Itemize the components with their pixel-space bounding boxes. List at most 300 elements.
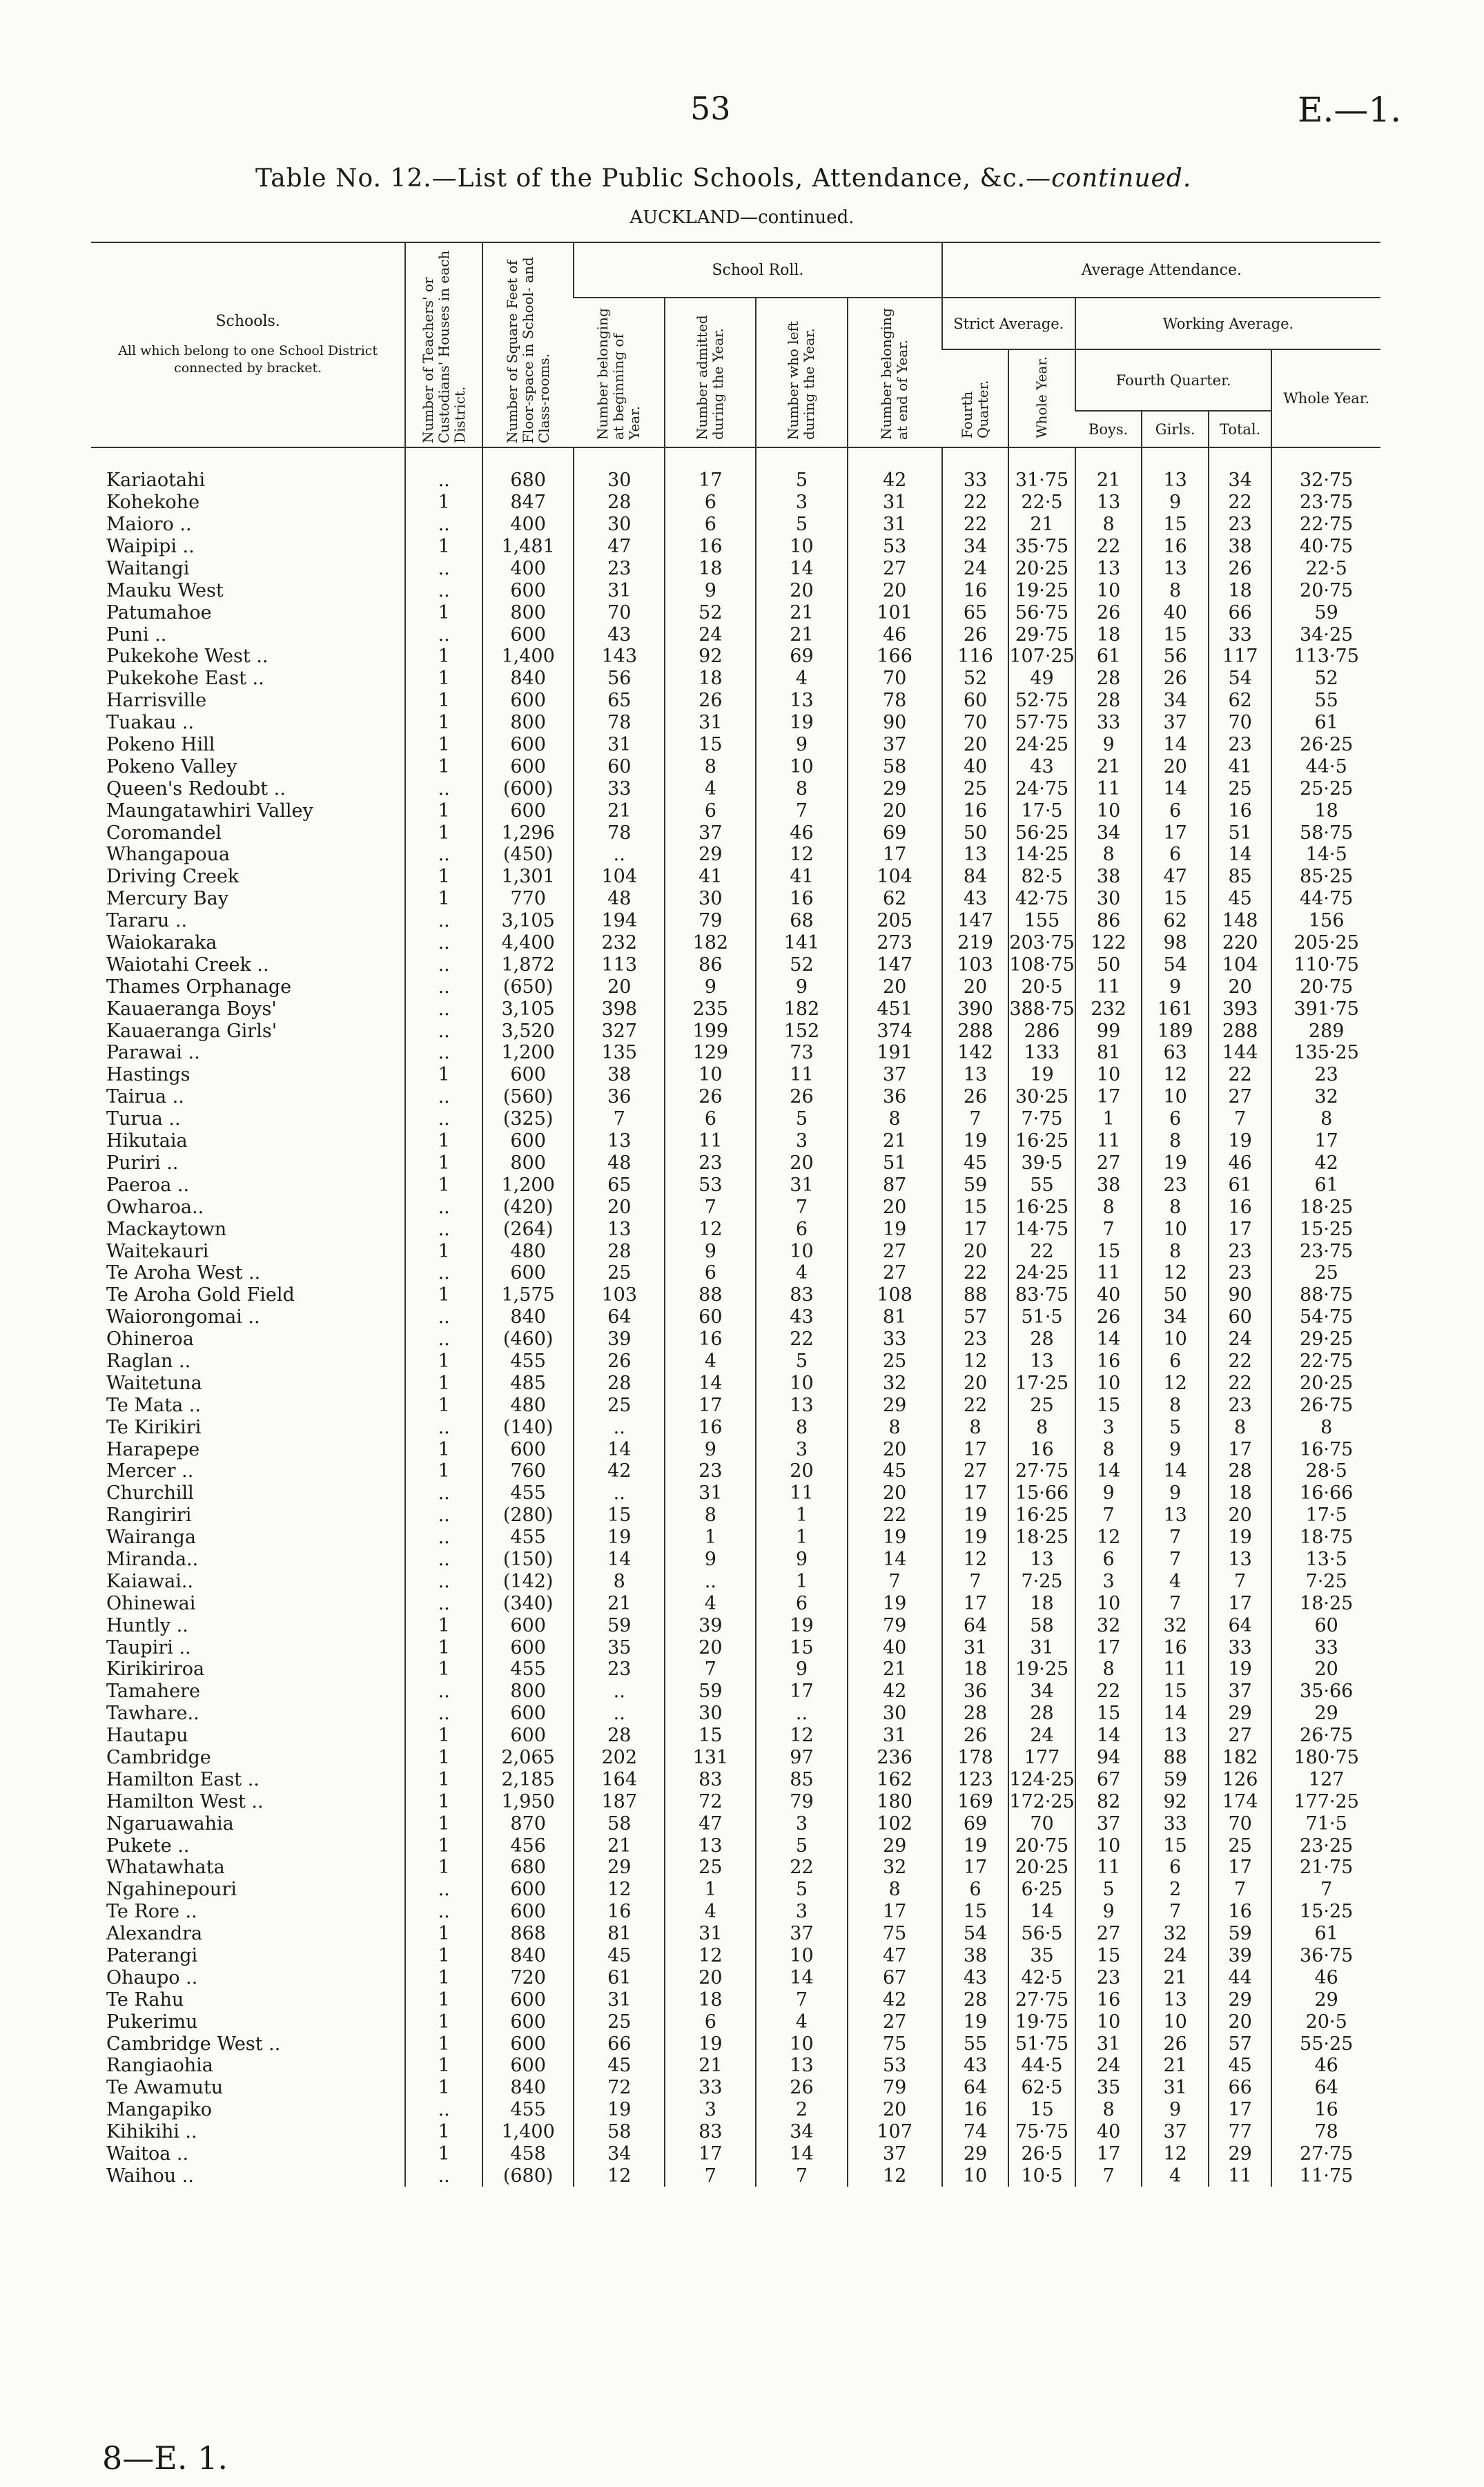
strict-fourth-quarter-cell: 65 xyxy=(942,601,1009,623)
boys-cell: 21 xyxy=(1075,755,1142,777)
strict-fourth-quarter-cell: 219 xyxy=(942,932,1009,954)
whole-year-cell: 18·25 xyxy=(1271,1592,1380,1614)
total-cell: 23 xyxy=(1209,1262,1271,1284)
floor-space-cell: 600 xyxy=(482,734,574,756)
floor-space-cell: 600 xyxy=(482,623,574,646)
roll-end-cell: 27 xyxy=(848,557,942,579)
whole-year-cell: 44·75 xyxy=(1271,888,1380,910)
school-name-cell xyxy=(91,1284,405,1306)
roll-end-cell: 51 xyxy=(848,1152,942,1174)
table-row xyxy=(91,646,1380,668)
boys-cell: 3 xyxy=(1075,1416,1142,1438)
roll-begin-cell: 20 xyxy=(574,976,665,998)
roll-begin-cell: 232 xyxy=(574,932,665,954)
roll-admitted-cell: 9 xyxy=(665,1438,756,1460)
table-row xyxy=(91,1460,1380,1482)
roll-left-cell: 37 xyxy=(756,1923,847,1945)
strict-fourth-quarter-cell: 12 xyxy=(942,1351,1009,1373)
boys-cell: 10 xyxy=(1075,2011,1142,2033)
school-name-cell xyxy=(91,954,405,976)
roll-begin-cell: 78 xyxy=(574,712,665,734)
roll-left-cell: 3 xyxy=(756,1438,847,1460)
whole-year-cell: 13·5 xyxy=(1271,1549,1380,1571)
floor-space-cell: 600 xyxy=(482,690,574,712)
strict-fourth-quarter-cell: 8 xyxy=(942,1416,1009,1438)
roll-admitted-cell: 17 xyxy=(665,1394,756,1416)
strict-whole-year-cell: 286 xyxy=(1008,1020,1075,1042)
roll-admitted-cell: 53 xyxy=(665,1174,756,1196)
teachers-houses-cell: 1 xyxy=(405,712,482,734)
total-cell: 39 xyxy=(1209,1945,1271,1967)
roll-begin-cell: 34 xyxy=(574,2143,665,2165)
school-name-cell xyxy=(91,932,405,954)
girls-cell: 8 xyxy=(1142,1196,1209,1218)
school-name-cell xyxy=(91,601,405,623)
roll-left-cell: 2 xyxy=(756,2099,847,2121)
boys-cell: 31 xyxy=(1075,2033,1142,2055)
total-cell: 25 xyxy=(1209,1835,1271,1857)
schools-header xyxy=(91,242,405,447)
strict-fourth-quarter-cell: 13 xyxy=(942,844,1009,866)
total-cell: 20 xyxy=(1209,976,1271,998)
teachers-houses-cell: .. xyxy=(405,976,482,998)
roll-begin-cell: 33 xyxy=(574,777,665,800)
strict-whole-year-cell: 16 xyxy=(1008,1438,1075,1460)
girls-cell: 6 xyxy=(1142,844,1209,866)
girls-cell: 23 xyxy=(1142,1174,1209,1196)
whole-year-header: Whole Year. xyxy=(1271,349,1380,447)
whole-year-cell: 46 xyxy=(1271,2055,1380,2077)
strict-fourth-quarter-cell: 7 xyxy=(942,1108,1009,1130)
school-name-cell xyxy=(91,1328,405,1351)
roll-left-label: Number who left during the Year. xyxy=(785,321,818,440)
roll-end-cell: 166 xyxy=(848,646,942,668)
girls-cell: 6 xyxy=(1142,800,1209,822)
roll-left-cell: 21 xyxy=(756,601,847,623)
total-cell: 64 xyxy=(1209,1614,1271,1636)
total-cell: 57 xyxy=(1209,2033,1271,2055)
school-name-cell xyxy=(91,1570,405,1592)
roll-left-cell: 9 xyxy=(756,1658,847,1681)
school-name-cell xyxy=(91,1064,405,1086)
total-cell: 70 xyxy=(1209,1812,1271,1835)
school-name: Cambridge xyxy=(106,1746,211,1768)
roll-left-cell: 20 xyxy=(756,1152,847,1174)
roll-admitted-cell: 6 xyxy=(665,492,756,514)
strict-fourth-quarter-cell: 20 xyxy=(942,976,1009,998)
boys-cell: 61 xyxy=(1075,646,1142,668)
roll-begin-cell: 35 xyxy=(574,1636,665,1658)
roll-begin-cell: 31 xyxy=(574,734,665,756)
total-cell: 85 xyxy=(1209,866,1271,888)
school-name-cell xyxy=(91,1549,405,1571)
roll-admitted-cell: 31 xyxy=(665,1482,756,1504)
teachers-houses-cell: 1 xyxy=(405,755,482,777)
total-cell: 46 xyxy=(1209,1152,1271,1174)
roll-admitted-cell: 11 xyxy=(665,1130,756,1152)
roll-end-cell: 69 xyxy=(848,822,942,844)
whole-year-cell: 205·25 xyxy=(1271,932,1380,954)
roll-admitted-cell: 47 xyxy=(665,1812,756,1835)
table-row xyxy=(91,514,1380,536)
school-name: Mackaytown xyxy=(106,1218,227,1240)
total-cell: 29 xyxy=(1209,1703,1271,1725)
roll-end-cell: 102 xyxy=(848,1812,942,1835)
strict-whole-year-cell: 24 xyxy=(1008,1725,1075,1747)
roll-end-cell: 27 xyxy=(848,1262,942,1284)
roll-begin-cell: 66 xyxy=(574,2033,665,2055)
girls-cell: 13 xyxy=(1142,1504,1209,1527)
roll-begin-cell: 65 xyxy=(574,1174,665,1196)
total-cell: 16 xyxy=(1209,1196,1271,1218)
school-name: Hamilton West .. xyxy=(106,1790,264,1812)
roll-begin-cell: 14 xyxy=(574,1549,665,1571)
school-name-cell xyxy=(91,1240,405,1262)
total-cell: 288 xyxy=(1209,1020,1271,1042)
boys-cell: 8 xyxy=(1075,514,1142,536)
school-name-cell xyxy=(91,1966,405,1988)
roll-left-cell: 1 xyxy=(756,1527,847,1549)
strict-fourth-quarter-cell: 10 xyxy=(942,2165,1009,2187)
teachers-houses-cell: .. xyxy=(405,1549,482,1571)
strict-whole-year-cell: 20·75 xyxy=(1008,1835,1075,1857)
strict-fourth-quarter-cell: 116 xyxy=(942,646,1009,668)
roll-end-cell: 108 xyxy=(848,1284,942,1306)
roll-begin-cell: 31 xyxy=(574,579,665,601)
school-roll-header: School Roll. xyxy=(574,242,942,298)
table-row xyxy=(91,1945,1380,1967)
whole-year-cell: 20·75 xyxy=(1271,976,1380,998)
floor-space-cell: 600 xyxy=(482,2011,574,2033)
boys-cell: 18 xyxy=(1075,623,1142,646)
whole-year-cell: 20·25 xyxy=(1271,1372,1380,1394)
roll-end-cell: 273 xyxy=(848,932,942,954)
girls-cell: 62 xyxy=(1142,910,1209,932)
roll-begin-cell: 78 xyxy=(574,822,665,844)
strict-whole-year-cell: 27·75 xyxy=(1008,1988,1075,2011)
whole-year-cell: 44·5 xyxy=(1271,755,1380,777)
roll-left-cell: 12 xyxy=(756,1725,847,1747)
floor-space-cell: 2,065 xyxy=(482,1747,574,1769)
strict-whole-year-cell: 8 xyxy=(1008,1416,1075,1438)
roll-admitted-cell: 14 xyxy=(665,1372,756,1394)
total-cell: 23 xyxy=(1209,734,1271,756)
total-cell: 7 xyxy=(1209,1108,1271,1130)
strict-whole-year-cell: 21 xyxy=(1008,514,1075,536)
roll-begin-cell: 13 xyxy=(574,1218,665,1240)
table-row xyxy=(91,1394,1380,1416)
roll-left-cell: 26 xyxy=(756,2077,847,2099)
girls-cell: 14 xyxy=(1142,1703,1209,1725)
total-cell: 54 xyxy=(1209,668,1271,690)
roll-left-cell: 19 xyxy=(756,712,847,734)
strict-fourth-quarter-cell: 6 xyxy=(942,1879,1009,1901)
boys-cell: 14 xyxy=(1075,1460,1142,1482)
total-cell: 66 xyxy=(1209,2077,1271,2099)
school-name-cell xyxy=(91,910,405,932)
boys-cell: 17 xyxy=(1075,1086,1142,1108)
roll-admitted-cell: 4 xyxy=(665,1592,756,1614)
strict-whole-year-cell: 51·5 xyxy=(1008,1306,1075,1328)
strict-whole-year-cell: 70 xyxy=(1008,1812,1075,1835)
floor-space-cell: (325) xyxy=(482,1108,574,1130)
boys-cell: 99 xyxy=(1075,1020,1142,1042)
teachers-houses-cell: .. xyxy=(405,1527,482,1549)
roll-left-cell: 5 xyxy=(756,514,847,536)
roll-begin-cell: 70 xyxy=(574,601,665,623)
boys-cell: 22 xyxy=(1075,536,1142,558)
school-name: Maungatawhiri Valley xyxy=(106,800,313,822)
roll-admitted-cell: 7 xyxy=(665,1196,756,1218)
girls-cell: 9 xyxy=(1142,2099,1209,2121)
strict-whole-year-cell: 56·75 xyxy=(1008,601,1075,623)
roll-left-cell: 13 xyxy=(756,2055,847,2077)
boys-cell: 21 xyxy=(1075,470,1142,492)
boys-cell: 7 xyxy=(1075,2165,1142,2187)
roll-admitted-cell: 9 xyxy=(665,976,756,998)
strict-fourth-quarter-cell: 33 xyxy=(942,470,1009,492)
girls-cell: 37 xyxy=(1142,2121,1209,2143)
total-cell: 14 xyxy=(1209,844,1271,866)
teachers-houses-cell: .. xyxy=(405,1196,482,1218)
school-name: Kihikihi .. xyxy=(106,2121,197,2143)
roll-admitted-cell: 24 xyxy=(665,623,756,646)
teachers-houses-cell: 1 xyxy=(405,1240,482,1262)
school-name-cell xyxy=(91,1086,405,1108)
girls-cell: 4 xyxy=(1142,1570,1209,1592)
table-row xyxy=(91,601,1380,623)
roll-begin-cell: 12 xyxy=(574,1879,665,1901)
strict-fourth-quarter-cell: 19 xyxy=(942,1835,1009,1857)
whole-year-cell: 25 xyxy=(1271,1262,1380,1284)
roll-begin-cell: 21 xyxy=(574,1835,665,1857)
floor-space-cell: 3,520 xyxy=(482,1020,574,1042)
boys-cell: 15 xyxy=(1075,1394,1142,1416)
roll-admitted-cell: 26 xyxy=(665,1086,756,1108)
roll-admitted-cell: .. xyxy=(665,1570,756,1592)
roll-begin-cell: 45 xyxy=(574,2055,665,2077)
boys-cell: 40 xyxy=(1075,1284,1142,1306)
teachers-houses-cell: 1 xyxy=(405,1945,482,1967)
girls-cell: 10 xyxy=(1142,1086,1209,1108)
total-cell: 19 xyxy=(1209,1527,1271,1549)
roll-begin-cell: 7 xyxy=(574,1108,665,1130)
roll-left-cell: 3 xyxy=(756,1812,847,1835)
roll-admitted-cell: 7 xyxy=(665,1658,756,1681)
school-name-cell xyxy=(91,690,405,712)
school-name-cell xyxy=(91,1614,405,1636)
teachers-houses-cell: 1 xyxy=(405,1857,482,1879)
floor-space-cell: (264) xyxy=(482,1218,574,1240)
school-name-cell xyxy=(91,1460,405,1482)
teachers-houses-cell: 1 xyxy=(405,1130,482,1152)
roll-left-header xyxy=(756,298,847,447)
girls-cell: 14 xyxy=(1142,734,1209,756)
teachers-houses-cell: .. xyxy=(405,1416,482,1438)
roll-left-cell: 8 xyxy=(756,1416,847,1438)
school-name: Waiotahi Creek .. xyxy=(106,954,269,976)
roll-begin-cell: .. xyxy=(574,1482,665,1504)
table-row xyxy=(91,1064,1380,1086)
whole-year-cell: 33 xyxy=(1271,1636,1380,1658)
strict-fourth-quarter-cell: 288 xyxy=(942,1020,1009,1042)
girls-cell: 32 xyxy=(1142,1923,1209,1945)
boys-cell: 8 xyxy=(1075,1658,1142,1681)
total-cell: 17 xyxy=(1209,1857,1271,1879)
boys-cell: 14 xyxy=(1075,1725,1142,1747)
teachers-houses-cell: .. xyxy=(405,998,482,1020)
whole-year-cell: 23 xyxy=(1271,1064,1380,1086)
total-cell: 77 xyxy=(1209,2121,1271,2143)
roll-left-cell: 7 xyxy=(756,1196,847,1218)
roll-left-cell: 68 xyxy=(756,910,847,932)
strict-whole-year-cell: 10·5 xyxy=(1008,2165,1075,2187)
roll-end-cell: 67 xyxy=(848,1966,942,1988)
total-cell: 90 xyxy=(1209,1284,1271,1306)
roll-admitted-cell: 16 xyxy=(665,1328,756,1351)
roll-left-cell: 5 xyxy=(756,1879,847,1901)
roll-admitted-cell: 3 xyxy=(665,2099,756,2121)
roll-end-cell: 31 xyxy=(848,1725,942,1747)
roll-admitted-cell: 18 xyxy=(665,668,756,690)
roll-end-cell: 37 xyxy=(848,1064,942,1086)
teachers-houses-cell: .. xyxy=(405,1020,482,1042)
table-row xyxy=(91,2165,1380,2187)
girls-cell: 7 xyxy=(1142,1592,1209,1614)
school-name: Pukerimu xyxy=(106,2011,198,2033)
schools-header-label: Schools. xyxy=(215,313,280,331)
school-name-cell xyxy=(91,1527,405,1549)
whole-year-cell: 78 xyxy=(1271,2121,1380,2143)
whole-year-cell: 17 xyxy=(1271,1130,1380,1152)
roll-admitted-cell: 60 xyxy=(665,1306,756,1328)
roll-begin-cell: 26 xyxy=(574,1351,665,1373)
floor-space-cell: 480 xyxy=(482,1240,574,1262)
boys-cell: 40 xyxy=(1075,2121,1142,2143)
roll-left-cell: 43 xyxy=(756,1306,847,1328)
total-cell: 62 xyxy=(1209,690,1271,712)
table-row xyxy=(91,1790,1380,1812)
strict-fourth-quarter-cell: 26 xyxy=(942,623,1009,646)
teachers-houses-cell: .. xyxy=(405,1218,482,1240)
boys-cell: 94 xyxy=(1075,1747,1142,1769)
strict-fourth-quarter-cell: 64 xyxy=(942,2077,1009,2099)
whole-year-cell: 85·25 xyxy=(1271,866,1380,888)
strict-fourth-quarter-cell: 70 xyxy=(942,712,1009,734)
roll-begin-cell: .. xyxy=(574,1703,665,1725)
whole-year-cell: 289 xyxy=(1271,1020,1380,1042)
schools-table-body xyxy=(91,447,1380,2187)
roll-end-cell: 21 xyxy=(848,1658,942,1681)
whole-year-cell: 18·75 xyxy=(1271,1527,1380,1549)
roll-left-cell: 85 xyxy=(756,1768,847,1790)
teachers-houses-cell: 1 xyxy=(405,1284,482,1306)
table-row xyxy=(91,1725,1380,1747)
teachers-houses-cell: 1 xyxy=(405,1966,482,1988)
teachers-houses-cell: .. xyxy=(405,557,482,579)
school-name: Rangiaohia xyxy=(106,2055,213,2077)
roll-end-cell: 32 xyxy=(848,1372,942,1394)
floor-space-cell: (450) xyxy=(482,844,574,866)
teachers-houses-cell: .. xyxy=(405,1570,482,1592)
table-row xyxy=(91,1879,1380,1901)
boys-cell: 27 xyxy=(1075,1923,1142,1945)
roll-end-cell: 17 xyxy=(848,844,942,866)
strict-whole-year-cell: 20·25 xyxy=(1008,1857,1075,1879)
total-cell: 66 xyxy=(1209,601,1271,623)
school-name: Mercer .. xyxy=(106,1460,194,1482)
strict-whole-year-cell: 17·25 xyxy=(1008,1372,1075,1394)
girls-cell: 7 xyxy=(1142,1527,1209,1549)
roll-left-cell: 7 xyxy=(756,1988,847,2011)
floor-space-cell: 485 xyxy=(482,1372,574,1394)
roll-admitted-cell: 83 xyxy=(665,1768,756,1790)
strict-whole-year-cell: 18·25 xyxy=(1008,1527,1075,1549)
strict-whole-year-cell: 31·75 xyxy=(1008,470,1075,492)
table-row xyxy=(91,866,1380,888)
total-cell: 20 xyxy=(1209,2011,1271,2033)
strict-fourth-quarter-cell: 69 xyxy=(942,1812,1009,1835)
total-cell: 19 xyxy=(1209,1130,1271,1152)
total-cell: 17 xyxy=(1209,1438,1271,1460)
teachers-houses-cell: 1 xyxy=(405,800,482,822)
roll-admitted-cell: 86 xyxy=(665,954,756,976)
school-name: Huntly .. xyxy=(106,1614,188,1636)
girls-cell: 13 xyxy=(1142,470,1209,492)
boys-cell: 10 xyxy=(1075,1592,1142,1614)
roll-begin-cell: 65 xyxy=(574,690,665,712)
strict-fourth-quarter-header xyxy=(942,349,1009,447)
teachers-houses-cell: .. xyxy=(405,1592,482,1614)
strict-whole-year-cell: 24·25 xyxy=(1008,1262,1075,1284)
school-name-cell xyxy=(91,1351,405,1373)
whole-year-cell: 27·75 xyxy=(1271,2143,1380,2165)
total-cell: 60 xyxy=(1209,1306,1271,1328)
roll-admitted-cell: 83 xyxy=(665,2121,756,2143)
school-name: Kirikiriroa xyxy=(106,1658,205,1681)
roll-end-cell: 25 xyxy=(848,1351,942,1373)
whole-year-cell: 32 xyxy=(1271,1086,1380,1108)
boys-cell: 8 xyxy=(1075,2099,1142,2121)
girls-cell: 5 xyxy=(1142,1416,1209,1438)
roll-admitted-cell: 12 xyxy=(665,1218,756,1240)
teachers-houses-cell: .. xyxy=(405,932,482,954)
roll-left-cell: 9 xyxy=(756,1549,847,1571)
total-cell: 19 xyxy=(1209,1658,1271,1681)
girls-cell: 6 xyxy=(1142,1857,1209,1879)
roll-end-cell: 22 xyxy=(848,1504,942,1527)
roll-end-cell: 30 xyxy=(848,1703,942,1725)
strict-fourth-quarter-cell: 15 xyxy=(942,1901,1009,1923)
teachers-houses-cell: 1 xyxy=(405,1064,482,1086)
table-row xyxy=(91,998,1380,1020)
whole-year-cell: 26·75 xyxy=(1271,1725,1380,1747)
strict-whole-year-cell: 42·5 xyxy=(1008,1966,1075,1988)
school-name-cell xyxy=(91,2121,405,2143)
table-row xyxy=(91,1703,1380,1725)
roll-begin-cell: 60 xyxy=(574,755,665,777)
school-name: Driving Creek xyxy=(106,866,240,888)
strict-fourth-quarter-cell: 31 xyxy=(942,1636,1009,1658)
school-name-cell xyxy=(91,646,405,668)
strict-fourth-quarter-cell: 22 xyxy=(942,1262,1009,1284)
roll-end-cell: 33 xyxy=(848,1328,942,1351)
table-row xyxy=(91,2099,1380,2121)
roll-admitted-cell: 23 xyxy=(665,1460,756,1482)
school-name-cell xyxy=(91,1042,405,1064)
strict-fourth-quarter-cell: 27 xyxy=(942,1460,1009,1482)
roll-end-cell: 87 xyxy=(848,1174,942,1196)
